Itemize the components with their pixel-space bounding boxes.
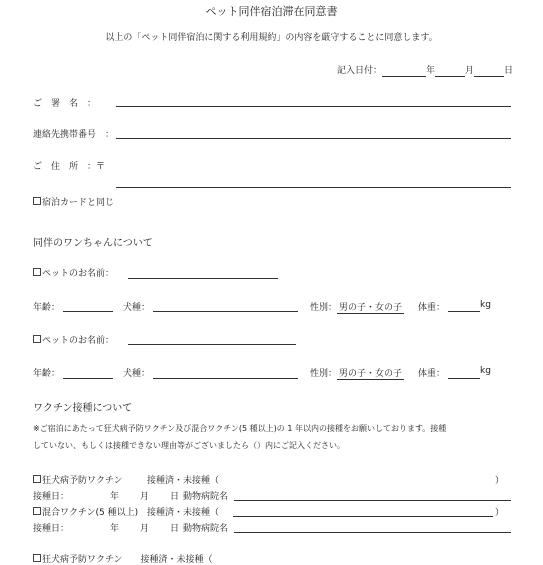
vaccine-3-checkbox[interactable] [33,554,41,562]
vaccine-2-month: 月 [140,524,150,534]
pet-2-sex[interactable] [310,366,404,379]
pet-2-name-label: ペットのお名前： [33,333,114,346]
vaccine-1-paren-close: ） [495,476,505,486]
vaccine-note-line-1: ※ご宿泊にあたって狂犬病予防ワクチン及び混合ワクチン(5 種以上)の 1 年以内の接種をお願いしております。接種 [33,424,447,433]
pet-2-age-field[interactable] [63,378,113,379]
pet-2-sex-options[interactable]: 男の子・女の子 [339,369,403,379]
vaccine-3-partial: 狂犬病予防ワクチン 接種済・未接種（ [33,552,213,565]
date-label: 記入日付： [337,66,383,76]
pet-1-weight-unit: kg [480,300,491,310]
vaccine-2-date-label: 接種日： [33,524,70,534]
pet-section-title: 同伴のワンちゃんについて [33,238,153,249]
pet-1-checkbox[interactable] [33,268,41,276]
consent-statement: 以上の「ペット同伴宿泊に関する利用規約」の内容を厳守することに同意します。 [105,33,438,43]
pet-1-age-label: 年齢： [33,303,61,313]
date-row [337,63,513,77]
pet-1-breed-field[interactable] [153,311,298,312]
vaccine-2-name: 混合ワクチン(5 種以上) [33,505,138,518]
vaccine-2-checkbox[interactable] [33,507,41,515]
day-label: 日 [504,66,514,76]
vaccine-1-name: 狂犬病予防ワクチン [33,473,123,486]
pet-1-sex[interactable] [310,300,404,313]
same-as-card-label: 宿泊カードと同じ [42,198,115,208]
name-field[interactable] [116,106,511,107]
address-label: ご 住 所 ：〒 [33,162,106,172]
month-field[interactable] [435,66,465,77]
vaccine-2-year: 年 [110,524,120,534]
pet-1-age-field[interactable] [63,311,113,312]
pet-2-name-field[interactable] [128,344,296,345]
vaccine-2-hospital-label: 動物病院名 [183,524,229,534]
pet-1-sex-options[interactable]: 男の子・女の子 [339,303,403,313]
vaccine-2-paren-close: ） [495,508,505,518]
pet-1-name-label: ペットのお名前： [33,266,114,279]
same-as-card-checkbox[interactable] [33,197,41,205]
pet-1-sex-label: 性別： [310,303,338,313]
same-as-card-option[interactable] [33,195,114,208]
pet-1-name-field[interactable] [128,278,278,279]
pet-2-weight-unit: kg [480,366,491,376]
vaccine-2-reason-field[interactable] [233,516,493,517]
pet-1-breed-label: 犬種： [123,303,151,313]
vaccine-1-checkbox[interactable] [33,475,41,483]
vaccine-1-date-label: 接種日： [33,492,70,502]
year-field[interactable] [382,66,426,77]
pet-1-weight-label: 体重： [418,303,446,313]
vaccine-section-title: ワクチン接種について [33,403,133,414]
vaccine-2-status[interactable]: 接種済・未接種（ [147,508,220,518]
year-label: 年 [426,66,436,76]
name-label: ご 署 名 ： [33,99,97,109]
month-label: 月 [465,66,475,76]
pet-2-breed-field[interactable] [153,378,298,379]
vaccine-1-day: 日 [170,492,180,502]
vaccine-1-year: 年 [110,492,120,502]
pet-2-weight-label: 体重： [418,369,446,379]
vaccine-1-hospital-label: 動物病院名 [183,492,229,502]
document-title: ペット同伴宿泊滞在同意書 [205,5,338,18]
pet-2-age-label: 年齢： [33,369,61,379]
pet-2-weight-field[interactable] [448,378,480,379]
phone-field[interactable] [116,138,511,139]
pet-2-checkbox[interactable] [33,335,41,343]
address-field[interactable] [116,187,511,188]
phone-label: 連絡先携帯番号 ： [33,130,115,140]
vaccine-2-hospital-field[interactable] [234,532,511,533]
day-field[interactable] [474,66,504,77]
pet-2-breed-label: 犬種： [123,369,151,379]
vaccine-1-status[interactable]: 接種済・未接種（ [147,476,220,486]
vaccine-1-hospital-field[interactable] [234,500,511,501]
pet-1-weight-field[interactable] [448,311,480,312]
vaccine-note-line-2: していない、もしくは接種できない理由等がございましたら（）内にご記入ください。 [33,441,345,450]
vaccine-2-day: 日 [170,524,180,534]
vaccine-1-month: 月 [140,492,150,502]
pet-2-sex-label: 性別： [310,369,338,379]
